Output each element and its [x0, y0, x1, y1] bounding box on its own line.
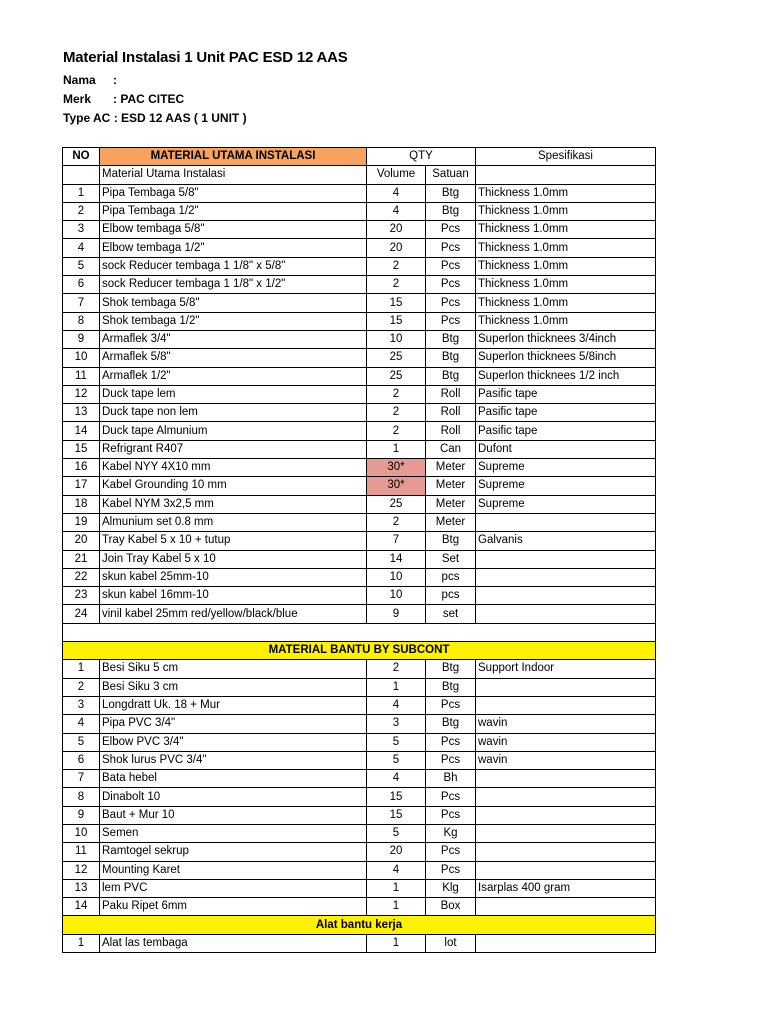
- table-row: [63, 440, 656, 458]
- cell-material: Pipa Tembaga 5/8": [100, 184, 367, 202]
- cell-material: Armaflek 1/2": [100, 367, 367, 385]
- cell-volume: 9: [367, 605, 426, 623]
- cell-spesifikasi: wavin: [476, 733, 656, 751]
- cell-material: skun kabel 16mm-10: [100, 587, 367, 605]
- cell-material: Pipa Tembaga 1/2": [100, 202, 367, 220]
- table-row: [63, 696, 656, 714]
- cell-no: 23: [63, 587, 100, 605]
- cell-material: Paku Ripet 6mm: [100, 898, 367, 916]
- cell-volume: 20: [367, 239, 426, 257]
- cell-spesifikasi: [476, 568, 656, 586]
- table-row: [63, 843, 656, 861]
- cell-volume: 1: [367, 934, 426, 952]
- cell-material: Duck tape Almunium: [100, 422, 367, 440]
- cell-material: Elbow PVC 3/4": [100, 733, 367, 751]
- cell-volume: 10: [367, 568, 426, 586]
- subheader-material: Material Utama Instalasi: [100, 166, 367, 184]
- cell-spesifikasi: Thickness 1.0mm: [476, 184, 656, 202]
- cell-satuan: Btg: [426, 678, 476, 696]
- cell-no: 24: [63, 605, 100, 623]
- cell-satuan: pcs: [426, 568, 476, 586]
- cell-no: 2: [63, 202, 100, 220]
- cell-volume: 4: [367, 696, 426, 714]
- table-row: [63, 239, 656, 257]
- cell-volume: 7: [367, 532, 426, 550]
- cell-material: Dinabolt 10: [100, 788, 367, 806]
- cell-no: 9: [63, 330, 100, 348]
- cell-satuan: Pcs: [426, 843, 476, 861]
- cell-material: Baut + Mur 10: [100, 806, 367, 824]
- cell-satuan: Can: [426, 440, 476, 458]
- table-row: [63, 751, 656, 769]
- cell-volume: 4: [367, 861, 426, 879]
- cell-satuan: Btg: [426, 660, 476, 678]
- subheader-volume: Volume: [367, 166, 426, 184]
- cell-volume: 2: [367, 422, 426, 440]
- cell-material: Mounting Karet: [100, 861, 367, 879]
- table-row: [63, 550, 656, 568]
- table-row: [63, 422, 656, 440]
- cell-spesifikasi: Supreme: [476, 459, 656, 477]
- merk-value: : PAC CITEC: [113, 92, 185, 106]
- table-row: [63, 404, 656, 422]
- cell-no: 12: [63, 861, 100, 879]
- cell-no: 3: [63, 221, 100, 239]
- cell-satuan: Roll: [426, 404, 476, 422]
- table-row: [63, 587, 656, 605]
- cell-satuan: Bh: [426, 770, 476, 788]
- cell-volume: 15: [367, 294, 426, 312]
- cell-spesifikasi: Thickness 1.0mm: [476, 276, 656, 294]
- table-row: [63, 330, 656, 348]
- section-alat-bantu: Alat bantu kerja: [63, 916, 656, 934]
- cell-volume: 20: [367, 221, 426, 239]
- table-row: [63, 294, 656, 312]
- cell-volume: 5: [367, 824, 426, 842]
- cell-spesifikasi: [476, 806, 656, 824]
- cell-no: 8: [63, 788, 100, 806]
- section-material-bantu-row: [63, 642, 656, 660]
- cell-spesifikasi: Isarplas 400 gram: [476, 879, 656, 897]
- cell-no: 4: [63, 239, 100, 257]
- subheader-spec: [476, 166, 656, 184]
- cell-volume: 4: [367, 202, 426, 220]
- cell-no: 3: [63, 696, 100, 714]
- cell-material: Alat las tembaga: [100, 934, 367, 952]
- document-title: Material Instalasi 1 Unit PAC ESD 12 AAS: [63, 49, 348, 66]
- cell-volume: 2: [367, 385, 426, 403]
- cell-satuan: Meter: [426, 459, 476, 477]
- cell-satuan: Pcs: [426, 257, 476, 275]
- table-row: [63, 934, 656, 952]
- cell-material: sock Reducer tembaga 1 1/8" x 5/8": [100, 257, 367, 275]
- cell-material: Almunium set 0.8 mm: [100, 513, 367, 531]
- table-row: [63, 605, 656, 623]
- cell-material: Shok lurus PVC 3/4": [100, 751, 367, 769]
- cell-spesifikasi: [476, 550, 656, 568]
- cell-material: vinil kabel 25mm red/yellow/black/blue: [100, 605, 367, 623]
- table-row: [63, 806, 656, 824]
- cell-satuan: Meter: [426, 513, 476, 531]
- cell-no: 1: [63, 184, 100, 202]
- cell-satuan: Pcs: [426, 861, 476, 879]
- cell-material: Duck tape lem: [100, 385, 367, 403]
- cell-spesifikasi: [476, 788, 656, 806]
- cell-volume: 30*: [367, 459, 426, 477]
- cell-material: skun kabel 25mm-10: [100, 568, 367, 586]
- cell-spesifikasi: [476, 770, 656, 788]
- table-row: [63, 532, 656, 550]
- cell-no: 12: [63, 385, 100, 403]
- cell-satuan: Pcs: [426, 221, 476, 239]
- cell-spesifikasi: Thickness 1.0mm: [476, 312, 656, 330]
- cell-spesifikasi: Support Indoor: [476, 660, 656, 678]
- cell-material: Kabel NYY 4X10 mm: [100, 459, 367, 477]
- cell-volume: 2: [367, 660, 426, 678]
- cell-satuan: Pcs: [426, 239, 476, 257]
- cell-spesifikasi: [476, 587, 656, 605]
- cell-material: Kabel NYM 3x2,5 mm: [100, 495, 367, 513]
- cell-satuan: Pcs: [426, 294, 476, 312]
- cell-material: Elbow tembaga 5/8": [100, 221, 367, 239]
- nama-row: [63, 73, 117, 87]
- cell-no: 21: [63, 550, 100, 568]
- cell-no: 1: [63, 934, 100, 952]
- cell-satuan: Pcs: [426, 276, 476, 294]
- cell-no: 11: [63, 843, 100, 861]
- blank-cell: [63, 623, 656, 641]
- cell-spesifikasi: [476, 513, 656, 531]
- cell-volume: 15: [367, 312, 426, 330]
- table-row: [63, 257, 656, 275]
- table-row: [63, 312, 656, 330]
- cell-spesifikasi: [476, 934, 656, 952]
- header-row: [63, 148, 656, 166]
- cell-satuan: Pcs: [426, 788, 476, 806]
- cell-volume: 3: [367, 715, 426, 733]
- section-material-bantu: MATERIAL BANTU BY SUBCONT: [63, 642, 656, 660]
- cell-volume: 2: [367, 257, 426, 275]
- cell-no: 19: [63, 513, 100, 531]
- cell-no: 7: [63, 294, 100, 312]
- cell-volume: 5: [367, 733, 426, 751]
- cell-volume: 2: [367, 276, 426, 294]
- cell-no: 13: [63, 879, 100, 897]
- cell-spesifikasi: Superlon thicknees 1/2 inch: [476, 367, 656, 385]
- cell-volume: 15: [367, 806, 426, 824]
- cell-material: Bata hebel: [100, 770, 367, 788]
- cell-satuan: pcs: [426, 587, 476, 605]
- nama-value: :: [113, 73, 117, 87]
- cell-spesifikasi: Thickness 1.0mm: [476, 239, 656, 257]
- cell-volume: 2: [367, 404, 426, 422]
- cell-no: 14: [63, 898, 100, 916]
- cell-no: 13: [63, 404, 100, 422]
- cell-spesifikasi: wavin: [476, 715, 656, 733]
- table-row: [63, 733, 656, 751]
- cell-spesifikasi: wavin: [476, 751, 656, 769]
- cell-spesifikasi: Thickness 1.0mm: [476, 221, 656, 239]
- table-row: [63, 879, 656, 897]
- cell-volume: 14: [367, 550, 426, 568]
- cell-spesifikasi: [476, 678, 656, 696]
- cell-no: 6: [63, 276, 100, 294]
- cell-no: 7: [63, 770, 100, 788]
- cell-material: Besi Siku 3 cm: [100, 678, 367, 696]
- cell-spesifikasi: [476, 605, 656, 623]
- cell-spesifikasi: Pasific tape: [476, 404, 656, 422]
- cell-no: 15: [63, 440, 100, 458]
- cell-satuan: set: [426, 605, 476, 623]
- cell-no: 4: [63, 715, 100, 733]
- cell-satuan: Box: [426, 898, 476, 916]
- cell-material: Kabel Grounding 10 mm: [100, 477, 367, 495]
- table-row: [63, 861, 656, 879]
- table-row: [63, 788, 656, 806]
- table-row: [63, 477, 656, 495]
- cell-satuan: Btg: [426, 184, 476, 202]
- table-row: [63, 678, 656, 696]
- cell-spesifikasi: [476, 696, 656, 714]
- cell-material: Shok tembaga 1/2": [100, 312, 367, 330]
- merk-label: Merk: [63, 92, 92, 106]
- cell-spesifikasi: [476, 843, 656, 861]
- type-value: : ESD 12 AAS ( 1 UNIT ): [113, 111, 247, 125]
- header-spesifikasi: Spesifikasi: [476, 148, 656, 166]
- table-row: [63, 367, 656, 385]
- table-row: [63, 770, 656, 788]
- merk-row: [63, 92, 184, 106]
- cell-spesifikasi: Thickness 1.0mm: [476, 294, 656, 312]
- cell-spesifikasi: Supreme: [476, 477, 656, 495]
- cell-satuan: Pcs: [426, 806, 476, 824]
- cell-satuan: Btg: [426, 349, 476, 367]
- header-no: NO: [63, 148, 100, 166]
- cell-spesifikasi: Pasific tape: [476, 422, 656, 440]
- cell-material: Armaflek 3/4": [100, 330, 367, 348]
- cell-volume: 15: [367, 788, 426, 806]
- cell-no: 1: [63, 660, 100, 678]
- cell-no: 8: [63, 312, 100, 330]
- cell-satuan: Meter: [426, 477, 476, 495]
- cell-spesifikasi: Thickness 1.0mm: [476, 202, 656, 220]
- cell-satuan: Btg: [426, 532, 476, 550]
- cell-no: 20: [63, 532, 100, 550]
- cell-satuan: Pcs: [426, 312, 476, 330]
- cell-no: 11: [63, 367, 100, 385]
- cell-spesifikasi: Supreme: [476, 495, 656, 513]
- cell-volume: 25: [367, 367, 426, 385]
- cell-spesifikasi: Galvanis: [476, 532, 656, 550]
- cell-volume: 30*: [367, 477, 426, 495]
- cell-no: 18: [63, 495, 100, 513]
- cell-satuan: Meter: [426, 495, 476, 513]
- table-row: [63, 202, 656, 220]
- cell-spesifikasi: Dufont: [476, 440, 656, 458]
- cell-satuan: Roll: [426, 385, 476, 403]
- cell-material: Shok tembaga 5/8": [100, 294, 367, 312]
- subheader-no: [63, 166, 100, 184]
- cell-volume: 4: [367, 770, 426, 788]
- table-row: [63, 660, 656, 678]
- cell-material: sock Reducer tembaga 1 1/8" x 1/2": [100, 276, 367, 294]
- cell-no: 5: [63, 257, 100, 275]
- cell-spesifikasi: Pasific tape: [476, 385, 656, 403]
- cell-no: 9: [63, 806, 100, 824]
- cell-spesifikasi: [476, 898, 656, 916]
- cell-satuan: Pcs: [426, 751, 476, 769]
- blank-row: [63, 623, 656, 641]
- cell-satuan: Klg: [426, 879, 476, 897]
- cell-spesifikasi: Superlon thicknees 3/4inch: [476, 330, 656, 348]
- cell-satuan: Kg: [426, 824, 476, 842]
- cell-material: Besi Siku 5 cm: [100, 660, 367, 678]
- table-row: [63, 276, 656, 294]
- table-row: [63, 184, 656, 202]
- cell-material: Refrigrant R407: [100, 440, 367, 458]
- cell-no: 22: [63, 568, 100, 586]
- table-row: [63, 495, 656, 513]
- table-row: [63, 385, 656, 403]
- cell-no: 16: [63, 459, 100, 477]
- cell-no: 10: [63, 824, 100, 842]
- table-row: [63, 513, 656, 531]
- cell-satuan: lot: [426, 934, 476, 952]
- section-alat-bantu-row: [63, 916, 656, 934]
- cell-volume: 1: [367, 879, 426, 897]
- cell-material: Semen: [100, 824, 367, 842]
- table-row: [63, 715, 656, 733]
- cell-satuan: Btg: [426, 330, 476, 348]
- header-material: MATERIAL UTAMA INSTALASI: [100, 148, 367, 166]
- type-row: [63, 111, 247, 125]
- cell-material: Duck tape non lem: [100, 404, 367, 422]
- cell-no: 17: [63, 477, 100, 495]
- cell-volume: 10: [367, 330, 426, 348]
- cell-spesifikasi: [476, 824, 656, 842]
- table-row: [63, 221, 656, 239]
- cell-material: lem PVC: [100, 879, 367, 897]
- cell-volume: 20: [367, 843, 426, 861]
- cell-volume: 25: [367, 495, 426, 513]
- cell-volume: 4: [367, 184, 426, 202]
- cell-material: Longdratt Uk. 18 + Mur: [100, 696, 367, 714]
- cell-volume: 1: [367, 898, 426, 916]
- cell-volume: 1: [367, 678, 426, 696]
- cell-volume: 1: [367, 440, 426, 458]
- cell-no: 5: [63, 733, 100, 751]
- cell-no: 10: [63, 349, 100, 367]
- cell-satuan: Pcs: [426, 696, 476, 714]
- cell-satuan: Btg: [426, 367, 476, 385]
- cell-no: 14: [63, 422, 100, 440]
- cell-spesifikasi: [476, 861, 656, 879]
- cell-no: 2: [63, 678, 100, 696]
- table-row: [63, 349, 656, 367]
- cell-satuan: Btg: [426, 202, 476, 220]
- header-qty: QTY: [367, 148, 476, 166]
- cell-spesifikasi: Superlon thicknees 5/8inch: [476, 349, 656, 367]
- cell-material: Ramtogel sekrup: [100, 843, 367, 861]
- cell-satuan: Roll: [426, 422, 476, 440]
- cell-volume: 10: [367, 587, 426, 605]
- subheader-row: [63, 166, 656, 184]
- cell-volume: 25: [367, 349, 426, 367]
- nama-label: Nama: [63, 73, 96, 87]
- type-label: Type AC: [63, 111, 111, 125]
- cell-satuan: Pcs: [426, 733, 476, 751]
- cell-material: Pipa PVC 3/4": [100, 715, 367, 733]
- cell-spesifikasi: Thickness 1.0mm: [476, 257, 656, 275]
- cell-material: Join Tray Kabel 5 x 10: [100, 550, 367, 568]
- cell-satuan: Btg: [426, 715, 476, 733]
- cell-material: Tray Kabel 5 x 10 + tutup: [100, 532, 367, 550]
- cell-material: Elbow tembaga 1/2": [100, 239, 367, 257]
- table-row: [63, 824, 656, 842]
- cell-volume: 2: [367, 513, 426, 531]
- table-row: [63, 459, 656, 477]
- cell-volume: 5: [367, 751, 426, 769]
- cell-material: Armaflek 5/8": [100, 349, 367, 367]
- subheader-satuan: Satuan: [426, 166, 476, 184]
- table-row: [63, 898, 656, 916]
- cell-satuan: Set: [426, 550, 476, 568]
- material-table: [62, 147, 656, 953]
- cell-no: 6: [63, 751, 100, 769]
- table-row: [63, 568, 656, 586]
